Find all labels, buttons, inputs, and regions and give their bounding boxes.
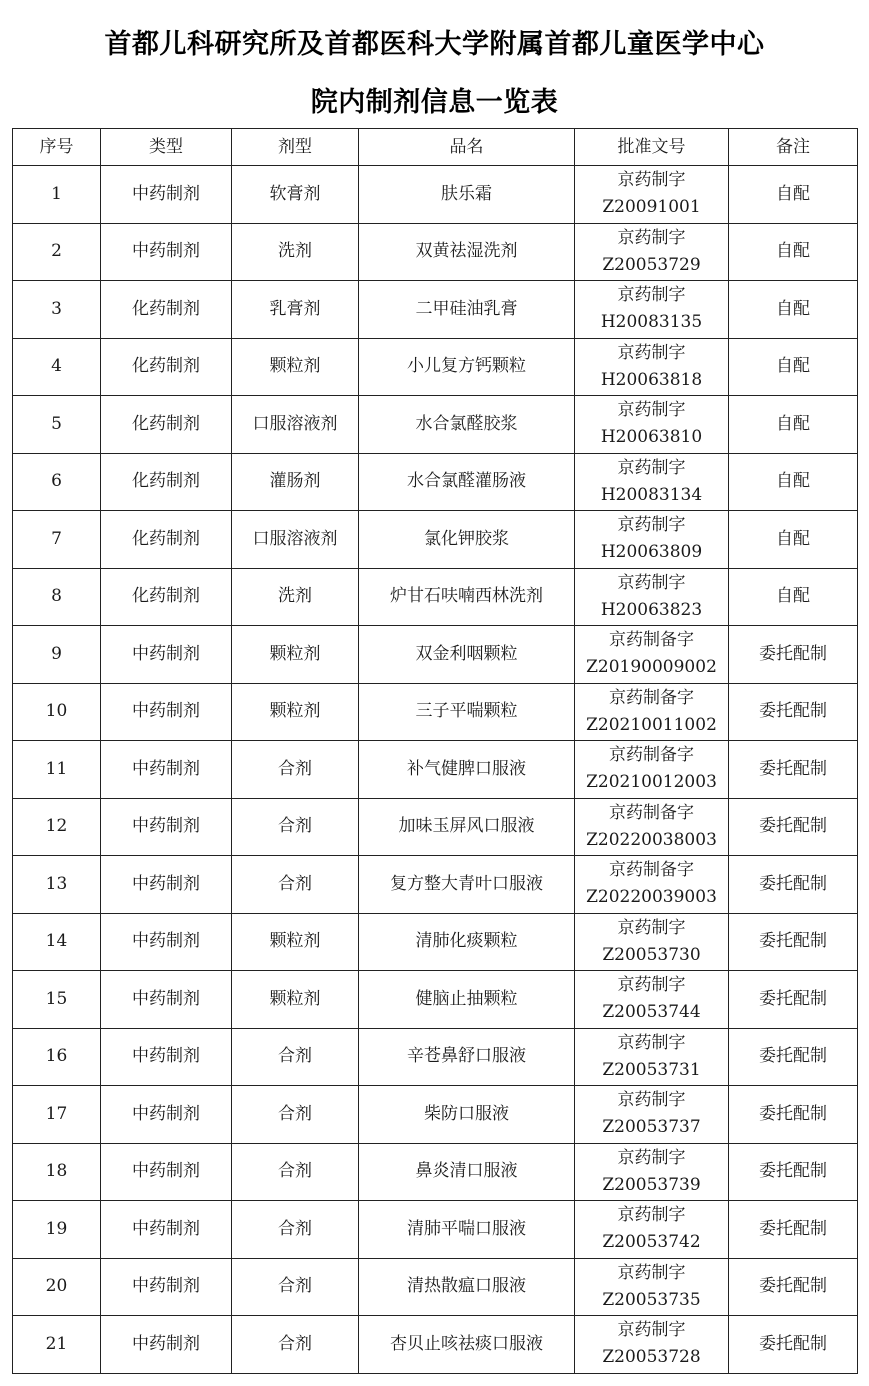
dosage-form-cell: 乳膏剂 <box>232 281 359 339</box>
approval-number-cell <box>575 798 729 856</box>
category-cell: 中药制剂 <box>101 741 232 799</box>
dosage-form-cell: 软膏剂 <box>232 166 359 224</box>
product-name-cell: 肤乐霜 <box>359 166 575 224</box>
approval-code: Z20053737 <box>602 1117 701 1138</box>
table-row <box>13 338 858 396</box>
approval-code: Z20220039003 <box>586 887 717 908</box>
product-name-cell: 清热散瘟口服液 <box>359 1258 575 1316</box>
approval-number-cell <box>575 1086 729 1144</box>
approval-code: Z20190009002 <box>586 657 717 678</box>
serial-number-cell: 13 <box>13 856 101 914</box>
serial-number-cell: 20 <box>13 1258 101 1316</box>
approval-prefix: 京药制字 <box>617 457 686 478</box>
category-cell: 中药制剂 <box>101 626 232 684</box>
serial-number-cell: 5 <box>13 396 101 454</box>
approval-prefix: 京药制字 <box>617 1147 686 1168</box>
serial-number-cell: 7 <box>13 511 101 569</box>
table-row <box>13 683 858 741</box>
table-row <box>13 511 858 569</box>
category-cell: 化药制剂 <box>101 281 232 339</box>
product-name-cell: 氯化钾胶浆 <box>359 511 575 569</box>
category-cell: 化药制剂 <box>101 453 232 511</box>
dosage-form-cell: 合剂 <box>232 741 359 799</box>
approval-prefix: 京药制备字 <box>609 630 694 651</box>
approval-number-cell <box>575 971 729 1029</box>
remarks-cell: 委托配制 <box>729 971 858 1029</box>
document-subtitle: 院内制剂信息一览表 <box>310 87 559 118</box>
dosage-form-cell: 合剂 <box>232 1028 359 1086</box>
approval-prefix: 京药制字 <box>617 1205 686 1226</box>
product-name-cell: 小儿复方钙颗粒 <box>359 338 575 396</box>
approval-number-cell <box>575 1258 729 1316</box>
document-title: 首都儿科研究所及首都医科大学附属首都儿童医学中心 <box>104 29 765 60</box>
dosage-form-cell: 合剂 <box>232 1086 359 1144</box>
approval-code: H20063810 <box>600 427 703 448</box>
category-cell: 中药制剂 <box>101 1258 232 1316</box>
table-row <box>13 453 858 511</box>
remarks-cell: 委托配制 <box>729 741 858 799</box>
category-cell: 中药制剂 <box>101 1028 232 1086</box>
serial-number-cell: 4 <box>13 338 101 396</box>
header-product-name: 品名 <box>359 129 575 166</box>
dosage-form-cell: 洗剂 <box>232 223 359 281</box>
approval-code: Z20053728 <box>602 1347 701 1368</box>
approval-prefix: 京药制备字 <box>609 687 694 708</box>
category-cell: 中药制剂 <box>101 683 232 741</box>
product-name-cell: 双金利咽颗粒 <box>359 626 575 684</box>
approval-number-cell <box>575 223 729 281</box>
dosage-form-cell: 合剂 <box>232 798 359 856</box>
approval-code: Z20053739 <box>602 1174 701 1195</box>
dosage-form-cell: 合剂 <box>232 1258 359 1316</box>
product-name-cell: 炉甘石呋喃西林洗剂 <box>359 568 575 626</box>
product-name-cell: 辛苍鼻舒口服液 <box>359 1028 575 1086</box>
category-cell: 中药制剂 <box>101 798 232 856</box>
approval-code: H20063818 <box>600 369 703 390</box>
approval-number-cell <box>575 166 729 224</box>
approval-code: H20083135 <box>600 312 703 333</box>
category-cell: 化药制剂 <box>101 338 232 396</box>
serial-number-cell: 19 <box>13 1201 101 1259</box>
remarks-cell: 委托配制 <box>729 856 858 914</box>
remarks-cell: 委托配制 <box>729 1028 858 1086</box>
serial-number-cell: 17 <box>13 1086 101 1144</box>
table-row <box>13 1258 858 1316</box>
product-name-cell: 清肺平喘口服液 <box>359 1201 575 1259</box>
category-cell: 中药制剂 <box>101 166 232 224</box>
serial-number-cell: 18 <box>13 1143 101 1201</box>
dosage-form-cell: 颗粒剂 <box>232 971 359 1029</box>
dosage-form-cell: 颗粒剂 <box>232 338 359 396</box>
serial-number-cell: 10 <box>13 683 101 741</box>
category-cell: 中药制剂 <box>101 1316 232 1374</box>
product-name-cell: 双黄祛湿洗剂 <box>359 223 575 281</box>
approval-prefix: 京药制字 <box>617 1032 686 1053</box>
approval-code: Z20053735 <box>602 1289 701 1310</box>
remarks-cell: 自配 <box>729 223 858 281</box>
product-name-cell: 清肺化痰颗粒 <box>359 913 575 971</box>
table-row <box>13 856 858 914</box>
table-row <box>13 396 858 454</box>
product-name-cell: 健脑止抽颗粒 <box>359 971 575 1029</box>
remarks-cell: 自配 <box>729 281 858 339</box>
product-name-cell: 三子平喘颗粒 <box>359 683 575 741</box>
approval-prefix: 京药制字 <box>617 342 686 363</box>
remarks-cell: 自配 <box>729 166 858 224</box>
table-header-row <box>13 129 858 166</box>
serial-number-cell: 2 <box>13 223 101 281</box>
category-cell: 中药制剂 <box>101 913 232 971</box>
product-name-cell: 二甲硅油乳膏 <box>359 281 575 339</box>
category-cell: 化药制剂 <box>101 396 232 454</box>
approval-number-cell <box>575 626 729 684</box>
header-serial-number: 序号 <box>13 129 101 166</box>
approval-code: Z20053742 <box>602 1232 701 1253</box>
serial-number-cell: 16 <box>13 1028 101 1086</box>
approval-number-cell <box>575 741 729 799</box>
approval-prefix: 京药制字 <box>617 170 686 191</box>
serial-number-cell: 21 <box>13 1316 101 1374</box>
dosage-form-cell: 合剂 <box>232 856 359 914</box>
dosage-form-cell: 颗粒剂 <box>232 626 359 684</box>
approval-code: Z20053731 <box>602 1059 701 1080</box>
table-row <box>13 1316 858 1374</box>
remarks-cell: 自配 <box>729 511 858 569</box>
remarks-cell: 委托配制 <box>729 1201 858 1259</box>
dosage-form-cell: 口服溶液剂 <box>232 511 359 569</box>
table-row <box>13 166 858 224</box>
dosage-form-cell: 合剂 <box>232 1201 359 1259</box>
approval-number-cell <box>575 913 729 971</box>
remarks-cell: 自配 <box>729 338 858 396</box>
approval-code: Z20210011002 <box>586 714 717 735</box>
approval-number-cell <box>575 396 729 454</box>
serial-number-cell: 11 <box>13 741 101 799</box>
approval-number-cell <box>575 1028 729 1086</box>
dosage-form-cell: 口服溶液剂 <box>232 396 359 454</box>
table-row <box>13 281 858 339</box>
remarks-cell: 自配 <box>729 396 858 454</box>
remarks-cell: 委托配制 <box>729 1258 858 1316</box>
product-name-cell: 水合氯醛胶浆 <box>359 396 575 454</box>
dosage-form-cell: 洗剂 <box>232 568 359 626</box>
approval-code: H20063809 <box>600 542 703 563</box>
serial-number-cell: 8 <box>13 568 101 626</box>
approval-code: Z20210012003 <box>586 772 717 793</box>
remarks-cell: 委托配制 <box>729 1086 858 1144</box>
table-row <box>13 626 858 684</box>
remarks-cell: 委托配制 <box>729 913 858 971</box>
table-row <box>13 971 858 1029</box>
remarks-cell: 委托配制 <box>729 683 858 741</box>
product-name-cell: 水合氯醛灌肠液 <box>359 453 575 511</box>
serial-number-cell: 6 <box>13 453 101 511</box>
approval-code: Z20053730 <box>602 944 701 965</box>
approval-code: H20063823 <box>600 599 703 620</box>
header-category: 类型 <box>101 129 232 166</box>
approval-prefix: 京药制字 <box>617 975 686 996</box>
product-name-cell: 复方整大青叶口服液 <box>359 856 575 914</box>
remarks-cell: 委托配制 <box>729 626 858 684</box>
approval-number-cell <box>575 281 729 339</box>
approval-number-cell <box>575 683 729 741</box>
serial-number-cell: 12 <box>13 798 101 856</box>
approval-code: Z20053729 <box>602 254 701 275</box>
category-cell: 化药制剂 <box>101 511 232 569</box>
approval-number-cell <box>575 453 729 511</box>
approval-code: Z20220038003 <box>586 829 717 850</box>
table-row <box>13 1028 858 1086</box>
approval-prefix: 京药制备字 <box>609 860 694 881</box>
product-name-cell: 补气健脾口服液 <box>359 741 575 799</box>
dosage-form-cell: 灌肠剂 <box>232 453 359 511</box>
approval-number-cell <box>575 338 729 396</box>
category-cell: 中药制剂 <box>101 1201 232 1259</box>
category-cell: 中药制剂 <box>101 1086 232 1144</box>
product-name-cell: 杏贝止咳祛痰口服液 <box>359 1316 575 1374</box>
approval-prefix: 京药制字 <box>617 917 686 938</box>
approval-code: H20083134 <box>600 484 703 505</box>
table-row <box>13 741 858 799</box>
remarks-cell: 自配 <box>729 568 858 626</box>
approval-code: Z20053744 <box>602 1002 701 1023</box>
header-dosage-form: 剂型 <box>232 129 359 166</box>
approval-prefix: 京药制字 <box>617 1090 686 1111</box>
serial-number-cell: 3 <box>13 281 101 339</box>
dosage-form-cell: 合剂 <box>232 1316 359 1374</box>
table-body <box>13 166 858 1374</box>
product-name-cell: 柴防口服液 <box>359 1086 575 1144</box>
dosage-form-cell: 颗粒剂 <box>232 913 359 971</box>
approval-prefix: 京药制字 <box>617 1320 686 1341</box>
category-cell: 中药制剂 <box>101 1143 232 1201</box>
approval-prefix: 京药制字 <box>617 400 686 421</box>
approval-number-cell <box>575 1316 729 1374</box>
approval-number-cell <box>575 568 729 626</box>
approval-prefix: 京药制字 <box>617 572 686 593</box>
table-row <box>13 223 858 281</box>
approval-number-cell <box>575 856 729 914</box>
preparations-table <box>12 128 858 1374</box>
category-cell: 中药制剂 <box>101 223 232 281</box>
header-remarks: 备注 <box>729 129 858 166</box>
table-row <box>13 1086 858 1144</box>
category-cell: 化药制剂 <box>101 568 232 626</box>
approval-prefix: 京药制字 <box>617 1262 686 1283</box>
dosage-form-cell: 颗粒剂 <box>232 683 359 741</box>
approval-code: Z20091001 <box>602 197 701 218</box>
approval-number-cell <box>575 1143 729 1201</box>
remarks-cell: 委托配制 <box>729 1143 858 1201</box>
approval-number-cell <box>575 511 729 569</box>
product-name-cell: 加味玉屏风口服液 <box>359 798 575 856</box>
approval-prefix: 京药制备字 <box>609 802 694 823</box>
product-name-cell: 鼻炎清口服液 <box>359 1143 575 1201</box>
serial-number-cell: 9 <box>13 626 101 684</box>
serial-number-cell: 14 <box>13 913 101 971</box>
serial-number-cell: 15 <box>13 971 101 1029</box>
header-approval-number: 批准文号 <box>575 129 729 166</box>
serial-number-cell: 1 <box>13 166 101 224</box>
approval-number-cell <box>575 1201 729 1259</box>
table-row <box>13 1143 858 1201</box>
approval-prefix: 京药制字 <box>617 515 686 536</box>
table-row <box>13 798 858 856</box>
category-cell: 中药制剂 <box>101 971 232 1029</box>
remarks-cell: 委托配制 <box>729 798 858 856</box>
approval-prefix: 京药制备字 <box>609 745 694 766</box>
remarks-cell: 自配 <box>729 453 858 511</box>
table-row <box>13 1201 858 1259</box>
table-row <box>13 913 858 971</box>
dosage-form-cell: 合剂 <box>232 1143 359 1201</box>
remarks-cell: 委托配制 <box>729 1316 858 1374</box>
table-row <box>13 568 858 626</box>
approval-prefix: 京药制字 <box>617 285 686 306</box>
approval-prefix: 京药制字 <box>617 227 686 248</box>
category-cell: 中药制剂 <box>101 856 232 914</box>
